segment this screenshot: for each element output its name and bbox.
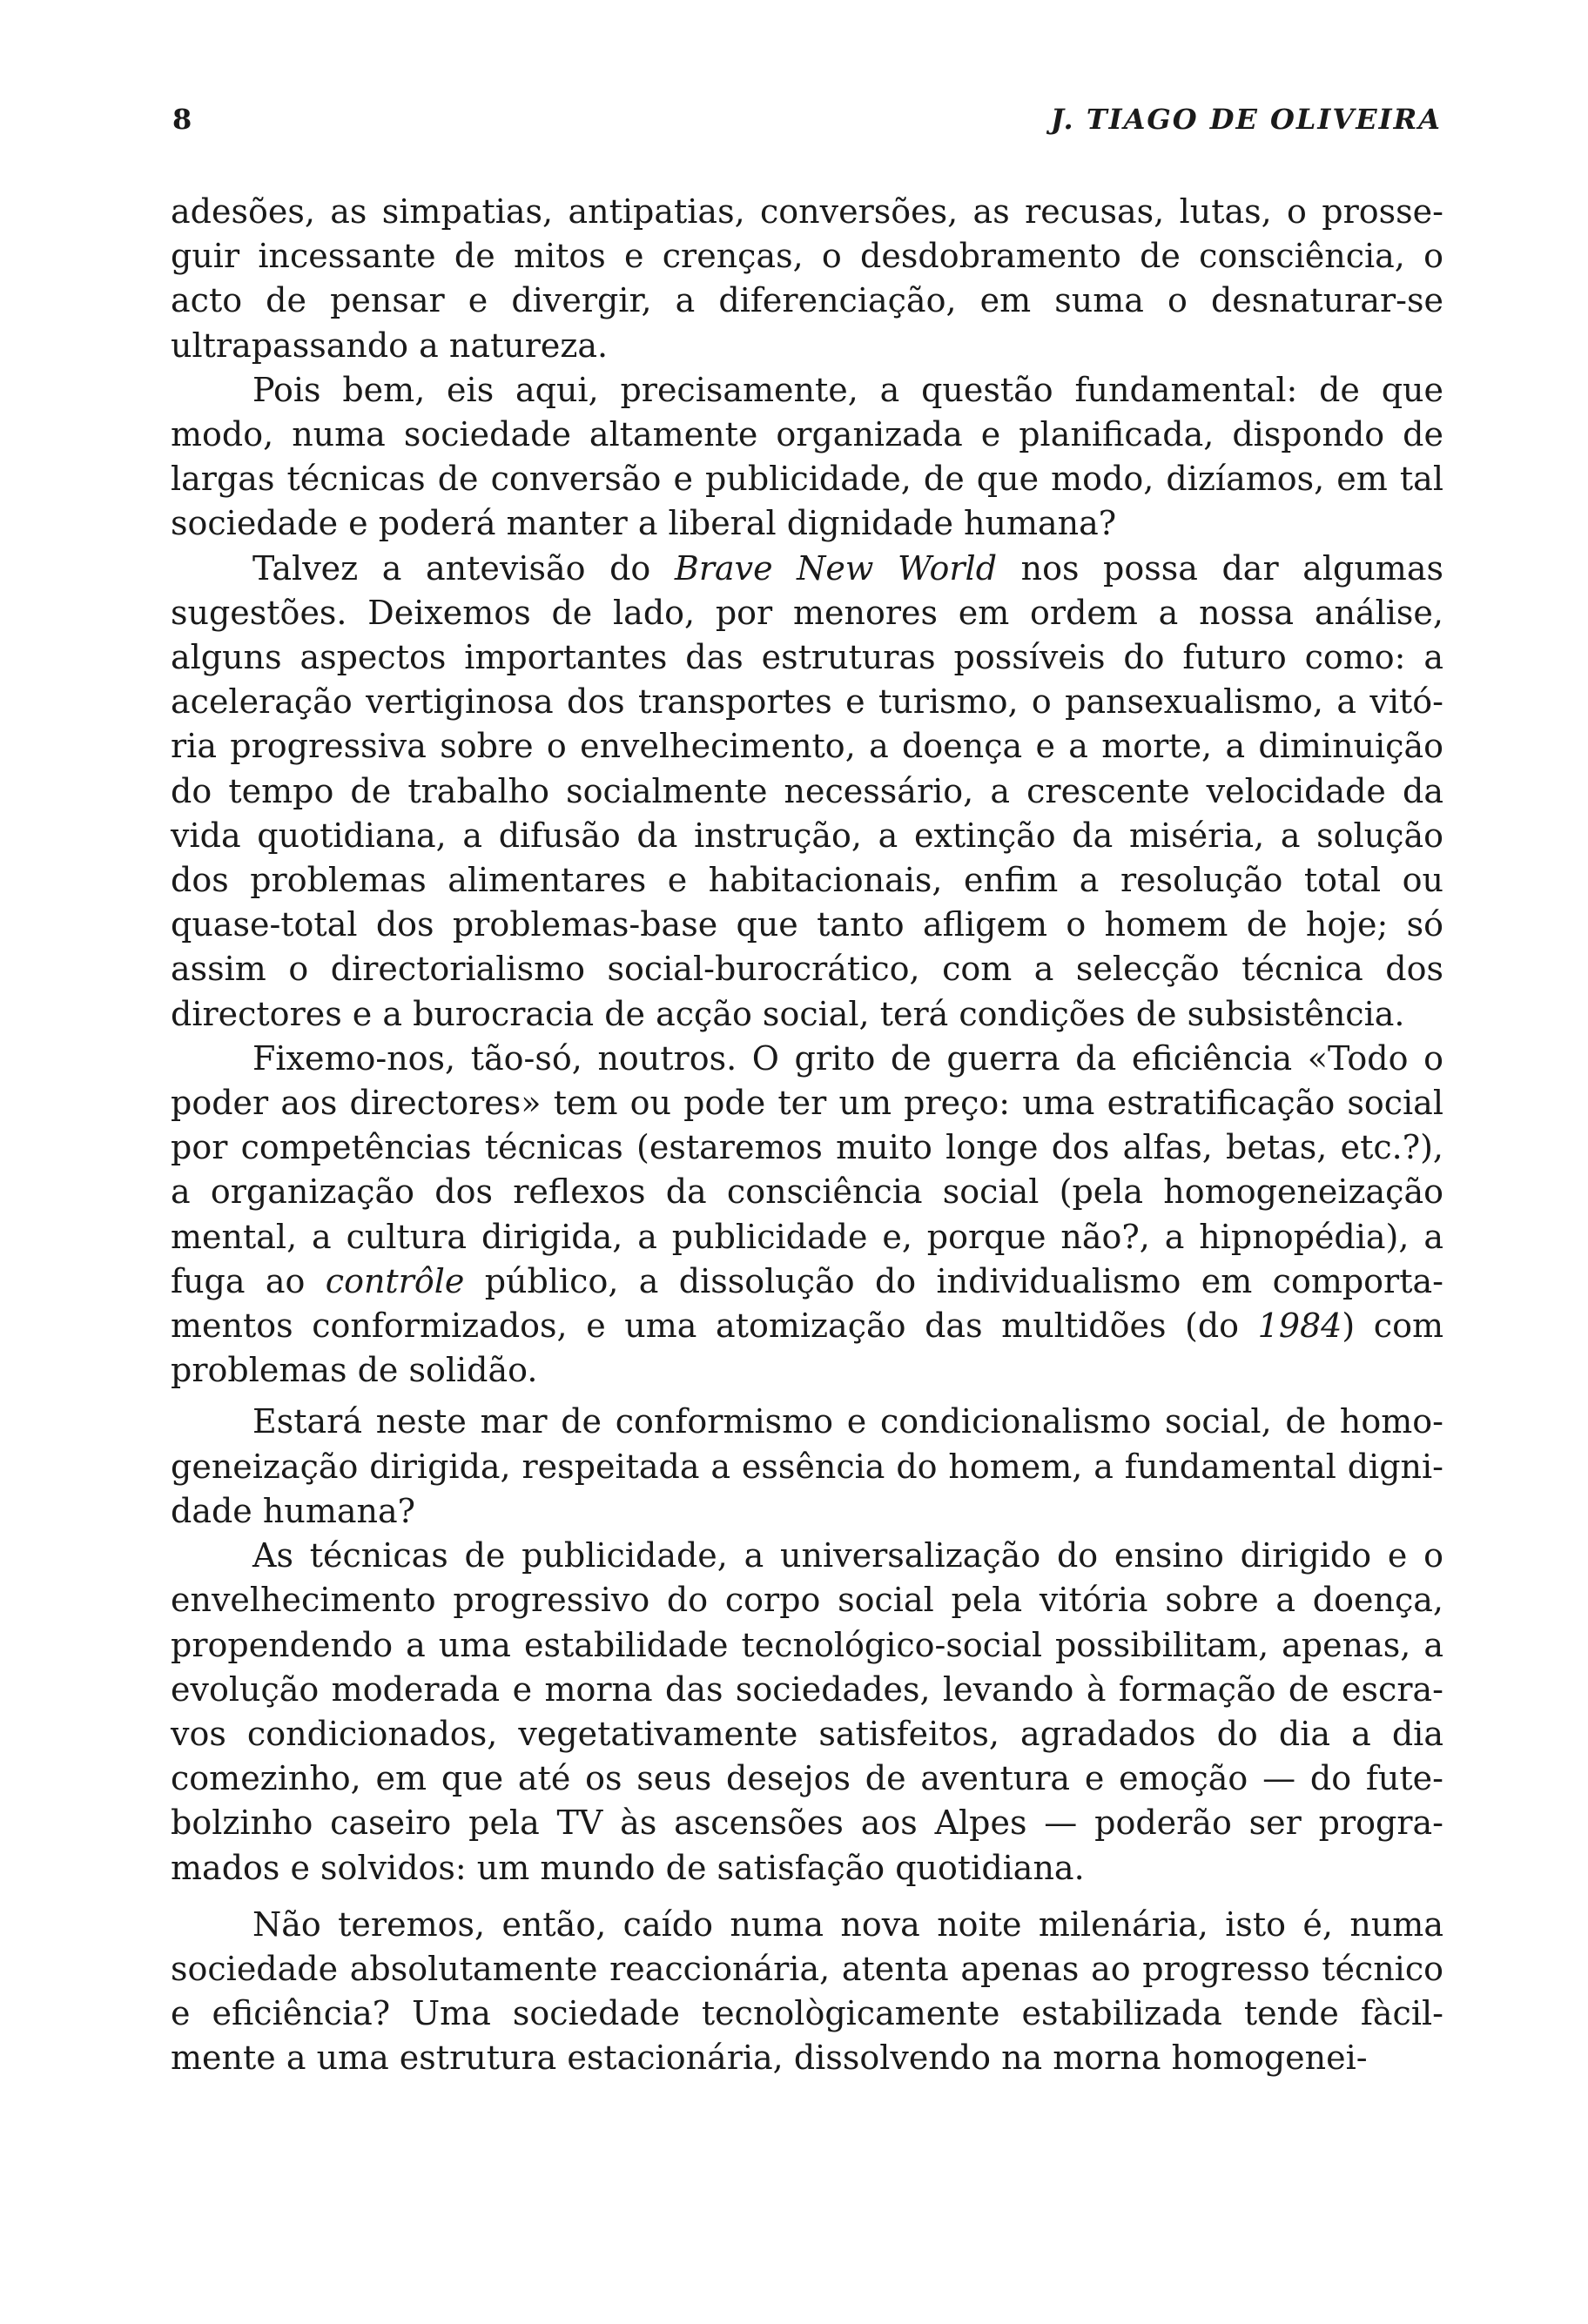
- paragraph: [171, 1534, 1443, 1891]
- paragraph: [171, 190, 1443, 368]
- text-run: Fixemo-nos, tão-só, noutros. O grito de guerra da eficiência «Todo o poder aos directores» tem ou pode ter um preço: uma estratificação social por competências técnicas (estaremos muito longe dos alfas, betas, etc.?), a organização dos reflexos da consciência social (pela homogeneização mental, a cultura dirigida, a publicidade e, porque não?, a hipnopédia), a fuga ao: [171, 1038, 1443, 1300]
- italic-text: contrôle: [325, 1261, 465, 1300]
- paragraph: [171, 1400, 1443, 1534]
- italic-text: Brave New World: [674, 548, 998, 588]
- page-number: 8: [172, 103, 192, 136]
- italic-text: 1984: [1257, 1306, 1342, 1346]
- running-head: J. TIAGO DE OLIVEIRA: [1050, 103, 1442, 136]
- paragraph: [171, 368, 1443, 547]
- paragraph: [171, 1903, 1443, 2081]
- body-text: [171, 190, 1443, 2081]
- text-run: público, a dissolução do individualismo em comportamentos conformizados, e uma atomização das multidões (do: [171, 1261, 1443, 1346]
- page-header: [0, 103, 1588, 146]
- text-run: adesões, as simpatias, antipatias, conversões, as recusas, lutas, o prosseguir incessante de mitos e crenças, o desdobramento de consciência, o acto de pensar e divergir, a diferenciação, em suma o desnaturar-se ultrapassando a natureza.: [171, 192, 1443, 365]
- text-run: As técnicas de publicidade, a universalização do ensino dirigido e o envelhecimento progressivo do corpo social pela vitória sobre a doença, propendendo a uma estabilidade tecnológico-social possibilitam, apenas, a evolução moderada e morna das sociedades, levando à formação de escravos condicionados, vegetativamente satisfeitos, agradados do dia a dia comezinho, em que até os seus desejos de aventura e emoção — do futebolzinho caseiro pela TV às ascensões aos Alpes — poderão ser programados e solvidos: um mundo de satisfação quotidiana.: [171, 1536, 1443, 1887]
- text-run: Não teremos, então, caído numa nova noite milenária, isto é, numa sociedade absolutamente reaccionária, atenta apenas ao progresso técnico e eficiência? Uma sociedade tecnològicamente estabilizada tende fàcilmente a uma estrutura estacionária, dissolvendo na morna homogenei-: [171, 1904, 1443, 2078]
- text-run: nos possa dar algumas sugestões. Deixemos de lado, por menores em ordem a nossa análise, alguns aspectos importantes das estruturas possíveis do futuro como: a aceleração vertiginosa dos transportes e turismo, o pansexualismo, a vitória progressiva sobre o envelhecimento, a doença e a morte, a diminuição do tempo de trabalho socialmente necessário, a crescente velocidade da vida quotidiana, a difusão da instrução, a extinção da miséria, a solução dos problemas alimentares e habitacionais, enfim a resolução total ou quase-total dos problemas-base que tanto afligem o homem de hoje; só assim o directorialismo social-burocrático, com a selecção técnica dos directores e a burocracia de acção social, terá condições de subsistência.: [171, 548, 1443, 1033]
- text-run: ) com problemas de solidão.: [171, 1306, 1443, 1390]
- paragraph: [171, 1037, 1443, 1394]
- paragraph: [171, 547, 1443, 1037]
- text-run: Pois bem, eis aqui, precisamente, a questão fundamental: de que modo, numa sociedade altamente organizada e planificada, dispondo de largas técnicas de conversão e publicidade, de que modo, dizíamos, em tal sociedade e poderá manter a liberal dignidade humana?: [171, 370, 1443, 543]
- text-run: Estará neste mar de conformismo e condicionalismo social, de homogeneização dirigida, respeitada a essência do homem, a fundamental dignidade humana?: [171, 1402, 1443, 1530]
- text-run: Talvez a antevisão do: [252, 548, 675, 588]
